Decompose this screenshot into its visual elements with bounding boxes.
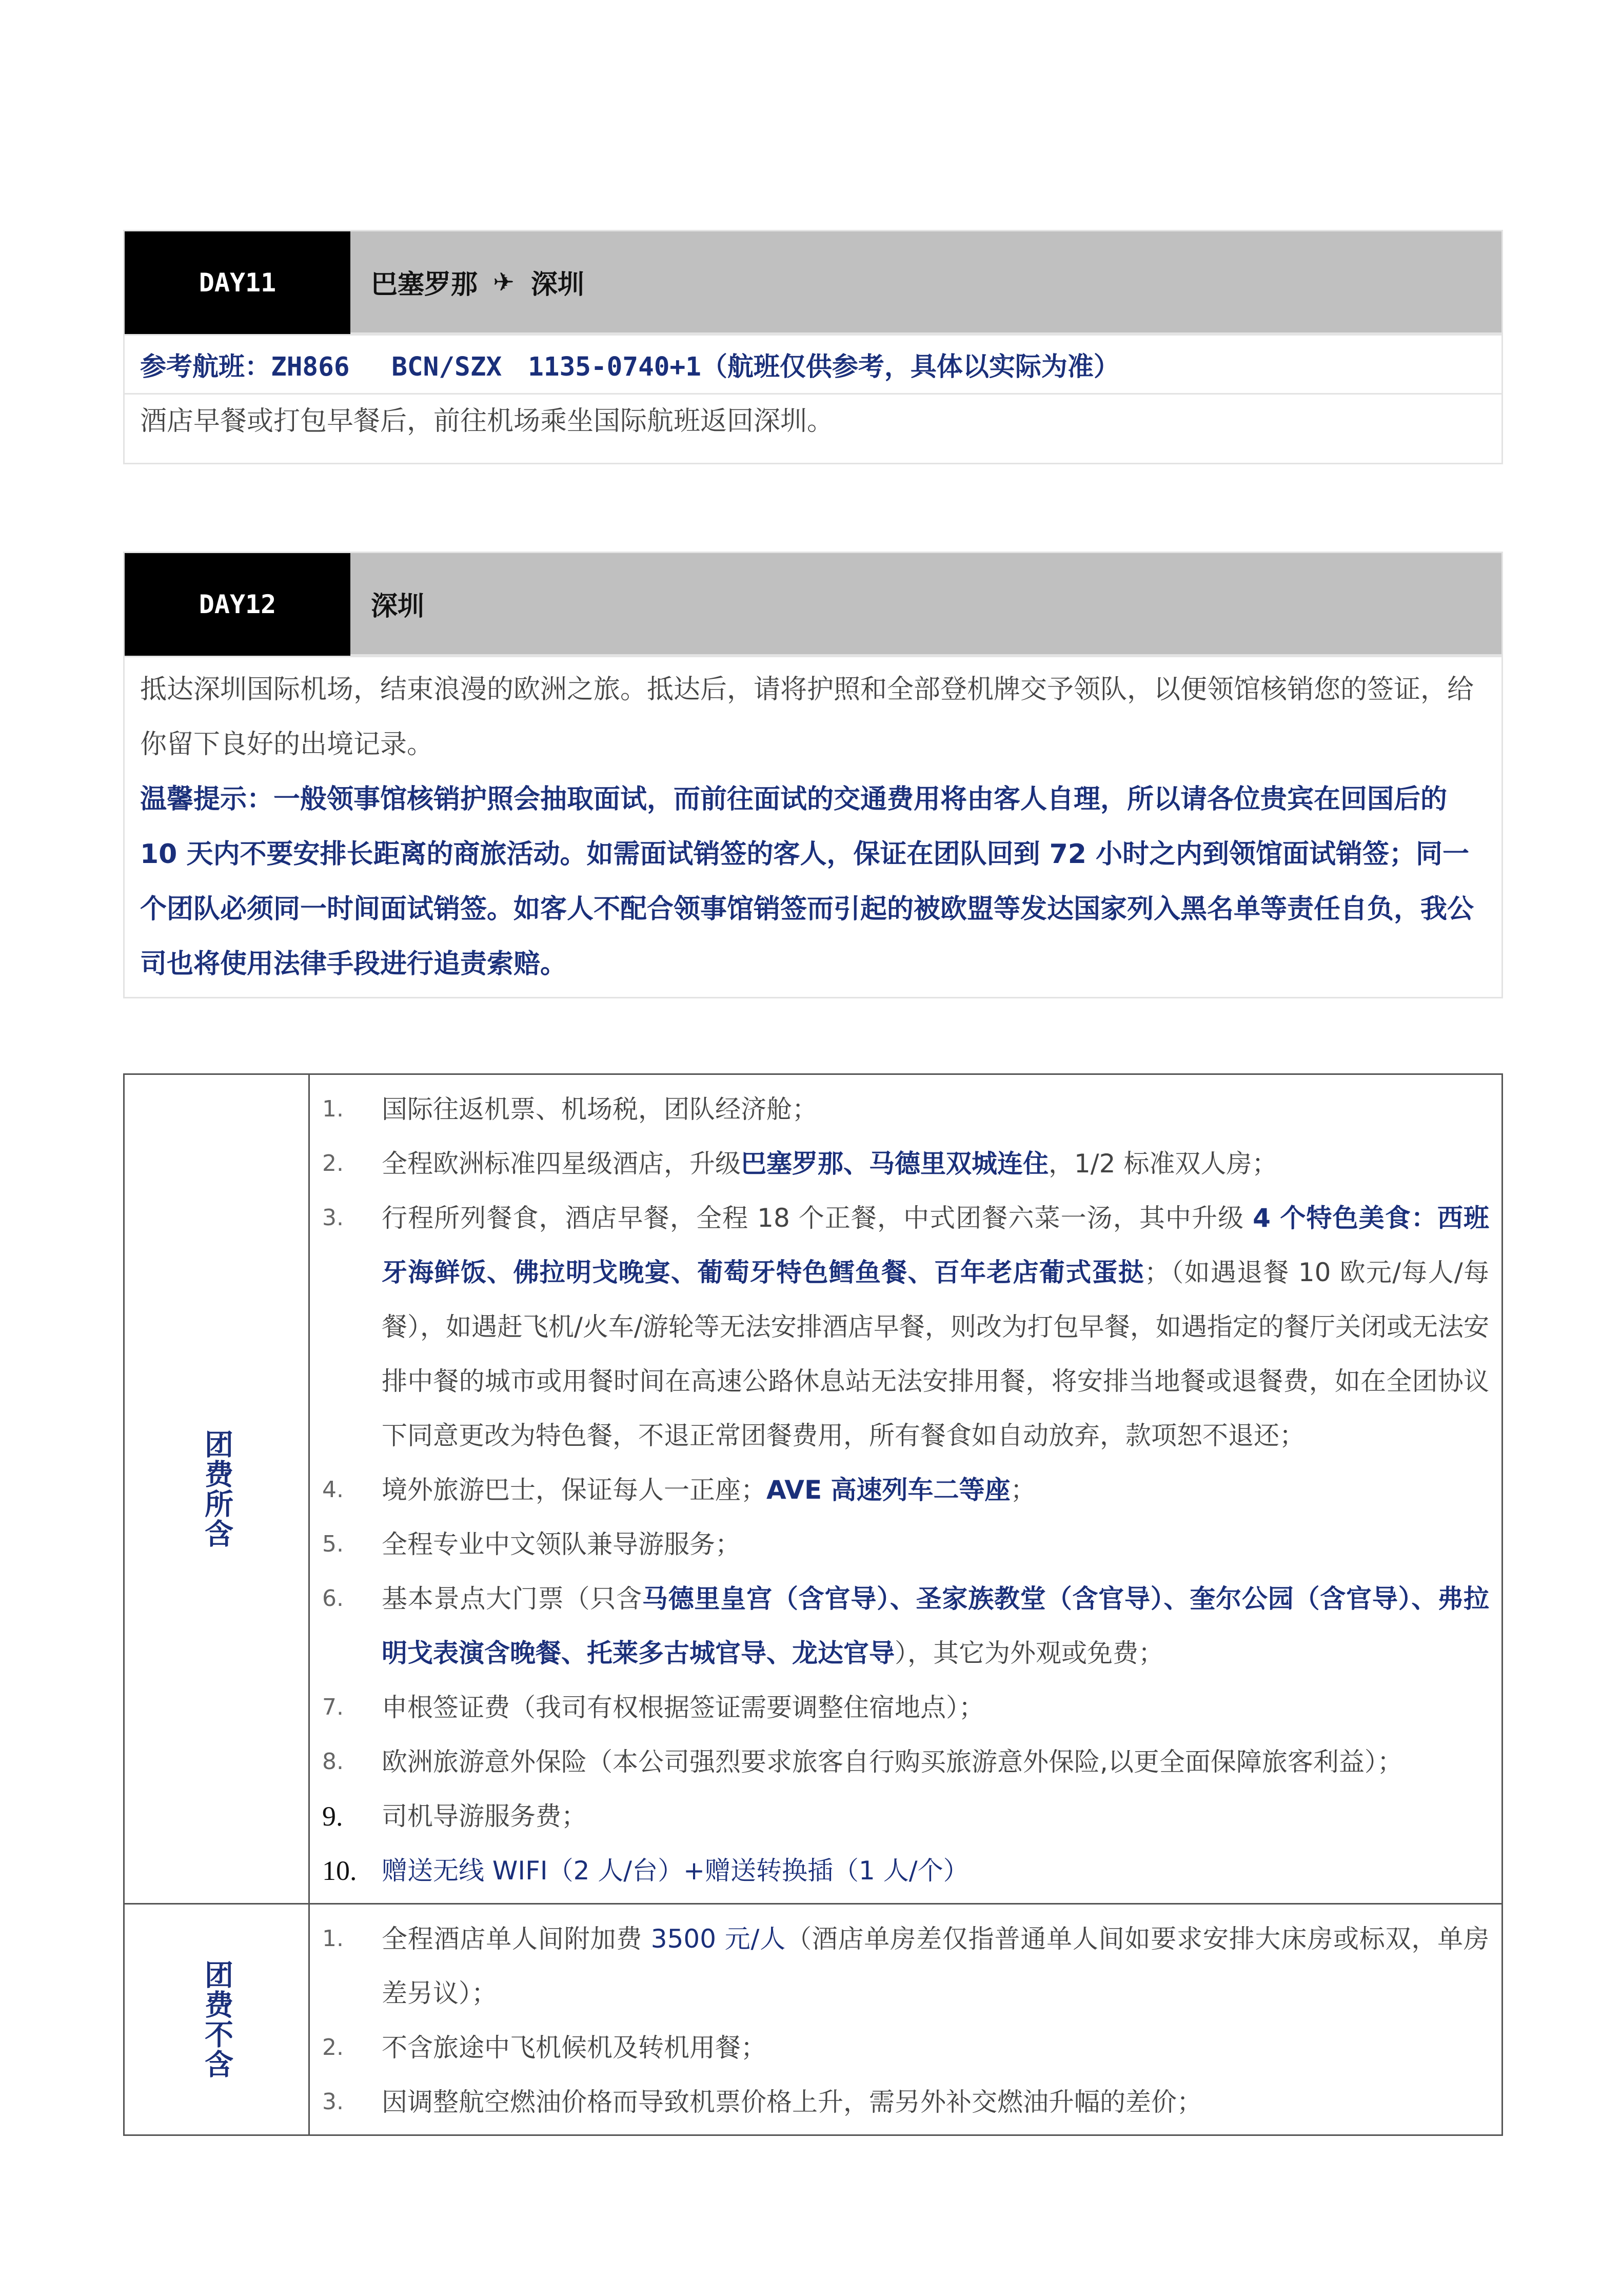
list-number: 5. xyxy=(322,1531,344,1557)
list-number: 2. xyxy=(322,1150,344,1176)
text-segment: ），其它为外观或免费； xyxy=(895,1638,1164,1668)
day12-header xyxy=(125,553,1501,656)
excluded-item xyxy=(322,2020,1489,2075)
list-text xyxy=(382,1463,1489,1517)
list-number: 2. xyxy=(322,2034,344,2060)
text-segment: ； xyxy=(1010,1475,1036,1505)
text-segment: 全程专业中文领队兼导游服务； xyxy=(382,1529,741,1559)
list-text xyxy=(382,1789,1489,1843)
list-text xyxy=(382,1912,1489,2020)
list-text xyxy=(382,1191,1489,1463)
included-row xyxy=(124,1074,1503,1904)
text-segment: 巴塞罗那、马德里双城连住 xyxy=(741,1149,1049,1179)
text-segment: 基本景点大门票（只含 xyxy=(382,1584,642,1614)
text-segment: 因调整航空燃油价格而导致机票价格上升，需另外补交燃油升幅的差价； xyxy=(382,2087,1202,2117)
list-text xyxy=(382,1136,1489,1191)
list-text xyxy=(382,2020,1489,2075)
excluded-category-cell xyxy=(124,1904,309,2135)
text-segment: 全程酒店单人间附加费 xyxy=(382,1924,651,1954)
included-list xyxy=(310,1075,1501,1903)
text-segment: 境外旅游巴士，保证每人一正座； xyxy=(382,1475,766,1505)
included-category: 团费所含 xyxy=(200,1429,233,1548)
excluded-category: 团费不含 xyxy=(200,1960,233,2079)
day12-description: 抵达深圳国际机场，结束浪漫的欧洲之旅。抵达后，请将护照和全部登机牌交予领队，以便领馆核销您的签证，给你留下良好的出境记录。 xyxy=(140,674,1474,760)
included-item xyxy=(322,1680,1489,1735)
text-segment: 赠送无线 WIFI（2 人/台）+赠送转换插（1 人/个） xyxy=(382,1856,969,1886)
included-item xyxy=(322,1463,1489,1517)
list-number: 3. xyxy=(322,2089,344,2115)
day11-header xyxy=(125,231,1501,334)
text-segment: 申根签证费（我司有权根据签证需要调整住宿地点）； xyxy=(382,1693,984,1722)
list-number: 7. xyxy=(322,1694,344,1720)
included-item xyxy=(322,1136,1489,1191)
included-item xyxy=(322,1082,1489,1136)
excluded-list xyxy=(310,1905,1501,2134)
day12-block xyxy=(123,552,1503,998)
day12-label: DAY12 xyxy=(125,553,350,656)
excluded-item xyxy=(322,1912,1489,2020)
text-segment: 马德里皇宫（含官导）、圣家族教堂（含官导）、奎尔公园（含官导）、弗拉明戈表演含晚餐、托莱多古城官导、龙达官导 xyxy=(382,1584,1490,1668)
included-item xyxy=(322,1843,1489,1898)
text-segment: 全程欧洲标准四星级酒店，升级 xyxy=(382,1149,741,1179)
day11-label: DAY11 xyxy=(125,231,350,334)
airplane-icon: ✈ xyxy=(493,267,515,297)
list-text xyxy=(382,1735,1489,1789)
text-segment: 国际往返机票、机场税，团队经济舱； xyxy=(382,1094,818,1124)
text-segment: 不含旅途中飞机候机及转机用餐； xyxy=(382,2033,766,2063)
day12-tip: 温馨提示：一般领事馆核销护照会抽取面试，而前往面试的交通费用将由客人自理，所以请各位贵宾在回国后的 10 天内不要安排长距离的商旅活动。如需面试销签的客人，保证在团队回到 72 小时之内到领馆面试销签；同一个团队必须同一时间面试销签。如客人不配合领事馆销签而引起的被欧盟等发达国家列入黑名单等责任自负，我公司也将使用法律手段进行追责索赔。 xyxy=(140,784,1474,979)
text-segment: 司机导游服务费； xyxy=(382,1801,587,1831)
day11-to: 深圳 xyxy=(530,269,584,300)
list-number: 1. xyxy=(322,1926,344,1952)
included-item xyxy=(322,1517,1489,1572)
list-text xyxy=(382,1843,1489,1898)
list-text xyxy=(382,1517,1489,1572)
fee-table xyxy=(123,1073,1503,2136)
list-text xyxy=(382,1082,1489,1136)
included-item xyxy=(322,1572,1489,1680)
text-segment: ；（如遇退餐 10 欧元/每人/每餐），如遇赶飞机/火车/游轮等无法安排酒店早餐，则改为打包早餐，如遇指定的餐厅关闭或无法安排中餐的城市或用餐时间在高速公路休息站无法安排用餐，将安排当地餐或退餐费，如在全团协议下同意更改为特色餐，不退正常团餐费用，所有餐食如自动放弃，款项恕不退还； xyxy=(382,1258,1490,1450)
day12-title: 深圳 xyxy=(350,553,1501,656)
day11-description: 酒店早餐或打包早餐后，前往机场乘坐国际航班返回深圳。 xyxy=(125,393,1501,463)
text-segment: 3500 元/人 xyxy=(650,1924,786,1954)
list-number: 9. xyxy=(322,1801,343,1832)
included-item xyxy=(322,1735,1489,1789)
list-number: 1. xyxy=(322,1096,344,1122)
list-number: 4. xyxy=(322,1477,344,1503)
day12-body xyxy=(125,656,1501,997)
day11-route xyxy=(350,231,1501,334)
list-number: 8. xyxy=(322,1749,344,1775)
list-number: 3. xyxy=(322,1205,344,1231)
text-segment: ，1/2 标准双人房； xyxy=(1049,1149,1278,1179)
day11-from: 巴塞罗那 xyxy=(371,269,478,300)
text-segment: 4 个特色美食：西班牙海鲜饭、佛拉明戈晚宴、葡萄牙特色鳕鱼餐、百年老店葡式蛋挞 xyxy=(382,1203,1489,1287)
list-number: 6. xyxy=(322,1585,344,1612)
list-number: 10. xyxy=(322,1855,357,1886)
excluded-row xyxy=(124,1904,1503,2135)
day11-flight-info: 参考航班：ZH866 BCN/SZX 1135-0740+1（航班仅供参考，具体以实际为准） xyxy=(125,334,1501,393)
included-item xyxy=(322,1789,1489,1843)
text-segment: （酒店单房差仅指普通单人间如要求安排大床房或标双，单房差另议）； xyxy=(382,1924,1489,2008)
text-segment: 行程所列餐食，酒店早餐，全程 18 个正餐，中式团餐六菜一汤，其中升级 xyxy=(382,1203,1253,1233)
included-category-cell xyxy=(124,1074,309,1904)
list-text xyxy=(382,1680,1489,1735)
excluded-item xyxy=(322,2075,1489,2129)
text-segment: AVE 高速列车二等座 xyxy=(766,1475,1011,1505)
included-list-cell xyxy=(309,1074,1503,1904)
excluded-list-cell xyxy=(309,1904,1503,2135)
included-item xyxy=(322,1191,1489,1463)
list-text xyxy=(382,1572,1489,1680)
text-segment: 欧洲旅游意外保险（本公司强烈要求旅客自行购买旅游意外保险,以更全面保障旅客利益）； xyxy=(382,1747,1403,1777)
day11-block xyxy=(123,230,1503,464)
list-text xyxy=(382,2075,1489,2129)
